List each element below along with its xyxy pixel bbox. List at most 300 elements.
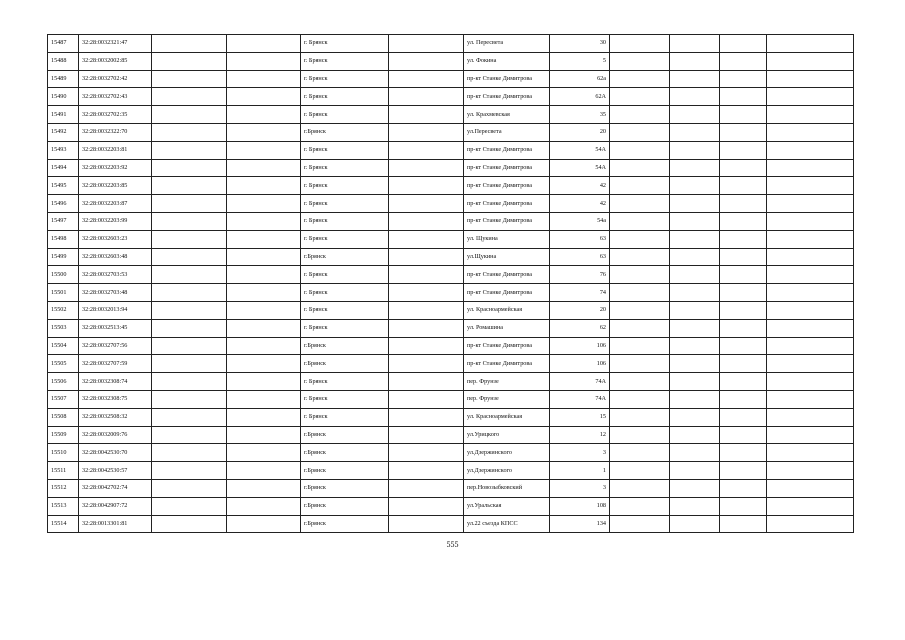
table-row xyxy=(48,301,854,319)
cell-empty xyxy=(720,106,767,124)
cell-street: пр-кт Станке Димитрова xyxy=(464,159,550,177)
page-number: 555 xyxy=(446,540,459,549)
cell-empty xyxy=(670,123,720,141)
cell-empty xyxy=(227,497,301,515)
cell-empty xyxy=(670,70,720,88)
cell-empty xyxy=(610,390,670,408)
table-row xyxy=(48,479,854,497)
cell-empty xyxy=(610,106,670,124)
cell-house: 62 xyxy=(550,319,610,337)
cell-empty xyxy=(610,230,670,248)
cell-empty xyxy=(670,515,720,533)
table-row xyxy=(48,159,854,177)
cell-city: г. Брянск xyxy=(301,88,389,106)
cell-street: ул. Фокина xyxy=(464,52,550,70)
cell-house: 106 xyxy=(550,355,610,373)
cell-empty xyxy=(610,70,670,88)
table-row xyxy=(48,177,854,195)
cell-empty xyxy=(610,141,670,159)
cell-num: 15508 xyxy=(48,408,79,426)
cell-empty xyxy=(767,444,854,462)
cell-num: 15505 xyxy=(48,355,79,373)
cell-empty xyxy=(767,52,854,70)
table-row xyxy=(48,230,854,248)
cell-house: 1 xyxy=(550,462,610,480)
table-row xyxy=(48,390,854,408)
cell-empty xyxy=(152,230,227,248)
cell-empty xyxy=(389,35,464,53)
cell-empty xyxy=(227,88,301,106)
cell-empty xyxy=(670,195,720,213)
cell-empty xyxy=(152,426,227,444)
cell-empty xyxy=(767,426,854,444)
cell-empty xyxy=(610,195,670,213)
cell-empty xyxy=(767,88,854,106)
cell-empty xyxy=(767,479,854,497)
cell-empty xyxy=(610,408,670,426)
cell-empty xyxy=(767,301,854,319)
cell-num: 15507 xyxy=(48,390,79,408)
cell-cadastral: 32:28:0032308:74 xyxy=(79,373,152,391)
cell-empty xyxy=(670,408,720,426)
cell-city: г. Брянск xyxy=(301,212,389,230)
cell-empty xyxy=(389,70,464,88)
cell-num: 15506 xyxy=(48,373,79,391)
cell-empty xyxy=(670,141,720,159)
cell-num: 15504 xyxy=(48,337,79,355)
cell-empty xyxy=(389,515,464,533)
cell-empty xyxy=(720,426,767,444)
cell-street: ул. Пересвета xyxy=(464,35,550,53)
cell-empty xyxy=(610,123,670,141)
cell-empty xyxy=(670,230,720,248)
cell-house: 54А xyxy=(550,141,610,159)
table-row xyxy=(48,337,854,355)
cell-num: 15500 xyxy=(48,266,79,284)
cell-street: ул.Уральская xyxy=(464,497,550,515)
cell-house: 20 xyxy=(550,123,610,141)
cell-empty xyxy=(720,301,767,319)
cell-empty xyxy=(767,141,854,159)
cell-empty xyxy=(152,373,227,391)
cell-empty xyxy=(610,479,670,497)
cell-empty xyxy=(610,159,670,177)
table-row xyxy=(48,70,854,88)
cell-street: пр-кт Станке Димитрова xyxy=(464,70,550,88)
cell-empty xyxy=(227,195,301,213)
cell-empty xyxy=(767,284,854,302)
cell-house: 3 xyxy=(550,444,610,462)
cell-num: 15510 xyxy=(48,444,79,462)
cell-empty xyxy=(227,444,301,462)
cell-cadastral: 32:28:0032203:87 xyxy=(79,195,152,213)
cell-empty xyxy=(227,230,301,248)
cell-empty xyxy=(610,284,670,302)
cell-empty xyxy=(670,390,720,408)
cell-city: г.Брянск xyxy=(301,123,389,141)
cell-cadastral: 32:28:0042530:57 xyxy=(79,462,152,480)
cell-city: г.Брянск xyxy=(301,444,389,462)
cell-house: 108 xyxy=(550,497,610,515)
cell-empty xyxy=(152,35,227,53)
cell-empty xyxy=(767,319,854,337)
cell-empty xyxy=(227,408,301,426)
cell-cadastral: 32:28:0032603:48 xyxy=(79,248,152,266)
cell-empty xyxy=(610,212,670,230)
cell-cadastral: 32:28:0032513:45 xyxy=(79,319,152,337)
cell-empty xyxy=(670,497,720,515)
cell-empty xyxy=(227,515,301,533)
cell-empty xyxy=(767,337,854,355)
cell-empty xyxy=(767,123,854,141)
cell-num: 15493 xyxy=(48,141,79,159)
table-row xyxy=(48,355,854,373)
cell-house: 62а xyxy=(550,70,610,88)
cell-city: г. Брянск xyxy=(301,159,389,177)
cell-city: г. Брянск xyxy=(301,195,389,213)
table-row xyxy=(48,88,854,106)
cell-empty xyxy=(389,301,464,319)
cell-empty xyxy=(767,515,854,533)
cell-empty xyxy=(720,177,767,195)
cell-empty xyxy=(152,390,227,408)
cell-house: 15 xyxy=(550,408,610,426)
cell-empty xyxy=(152,212,227,230)
cell-empty xyxy=(389,159,464,177)
cell-city: г. Брянск xyxy=(301,408,389,426)
cell-empty xyxy=(227,212,301,230)
cell-empty xyxy=(227,106,301,124)
cell-empty xyxy=(227,355,301,373)
cell-num: 15492 xyxy=(48,123,79,141)
cell-city: г.Брянск xyxy=(301,462,389,480)
cell-street: пр-кт Станке Димитрова xyxy=(464,88,550,106)
cell-num: 15498 xyxy=(48,230,79,248)
cell-num: 15511 xyxy=(48,462,79,480)
cell-empty xyxy=(670,88,720,106)
cell-house: 74А xyxy=(550,373,610,391)
cell-city: г.Брянск xyxy=(301,248,389,266)
table-row xyxy=(48,123,854,141)
cell-city: г.Брянск xyxy=(301,355,389,373)
cell-empty xyxy=(670,159,720,177)
cell-house: 63 xyxy=(550,230,610,248)
cell-city: г. Брянск xyxy=(301,266,389,284)
cell-city: г.Брянск xyxy=(301,337,389,355)
cell-num: 15494 xyxy=(48,159,79,177)
table-row xyxy=(48,497,854,515)
cell-empty xyxy=(670,35,720,53)
table-row xyxy=(48,373,854,391)
cell-city: г.Брянск xyxy=(301,479,389,497)
cell-empty xyxy=(389,212,464,230)
cell-empty xyxy=(670,319,720,337)
cell-cadastral: 32:28:0032203:99 xyxy=(79,212,152,230)
cell-empty xyxy=(670,426,720,444)
cell-cadastral: 32:28:0032603:23 xyxy=(79,230,152,248)
cell-empty xyxy=(389,426,464,444)
cell-house: 42 xyxy=(550,177,610,195)
cell-empty xyxy=(720,284,767,302)
table-row xyxy=(48,408,854,426)
cell-num: 15501 xyxy=(48,284,79,302)
cell-empty xyxy=(152,444,227,462)
cell-empty xyxy=(610,266,670,284)
cell-city: г. Брянск xyxy=(301,373,389,391)
cell-empty xyxy=(389,88,464,106)
cell-city: г. Брянск xyxy=(301,141,389,159)
cell-empty xyxy=(720,479,767,497)
cell-empty xyxy=(152,355,227,373)
cell-cadastral: 32:28:0032322:70 xyxy=(79,123,152,141)
cell-empty xyxy=(389,141,464,159)
cell-num: 15502 xyxy=(48,301,79,319)
cell-cadastral: 32:28:0042530:70 xyxy=(79,444,152,462)
cell-num: 15487 xyxy=(48,35,79,53)
table-row xyxy=(48,195,854,213)
cell-empty xyxy=(670,373,720,391)
cell-empty xyxy=(610,462,670,480)
cell-cadastral: 32:28:0032203:92 xyxy=(79,159,152,177)
cell-num: 15489 xyxy=(48,70,79,88)
cell-street: пр-кт Станке Димитрова xyxy=(464,284,550,302)
cell-house: 76 xyxy=(550,266,610,284)
cell-empty xyxy=(670,444,720,462)
cell-empty xyxy=(720,319,767,337)
cell-street: ул. Крахмевская xyxy=(464,106,550,124)
cell-empty xyxy=(610,337,670,355)
cell-empty xyxy=(720,390,767,408)
cell-cadastral: 32:28:0032702:42 xyxy=(79,70,152,88)
cell-empty xyxy=(720,88,767,106)
cell-street: ул. Красноармейская xyxy=(464,408,550,426)
cell-num: 15488 xyxy=(48,52,79,70)
cell-cadastral: 32:28:0032002:85 xyxy=(79,52,152,70)
cell-empty xyxy=(227,123,301,141)
cell-street: пер. Фрунзе xyxy=(464,373,550,391)
cell-empty xyxy=(720,52,767,70)
cell-empty xyxy=(610,35,670,53)
cell-empty xyxy=(720,159,767,177)
cell-empty xyxy=(767,390,854,408)
table-row xyxy=(48,212,854,230)
cell-empty xyxy=(152,479,227,497)
cell-empty xyxy=(670,248,720,266)
cell-empty xyxy=(389,195,464,213)
cell-city: г. Брянск xyxy=(301,319,389,337)
cell-cadastral: 32:28:0032508:32 xyxy=(79,408,152,426)
cell-empty xyxy=(227,284,301,302)
cell-empty xyxy=(152,195,227,213)
cell-cadastral: 32:28:0032203:81 xyxy=(79,141,152,159)
cell-empty xyxy=(227,337,301,355)
table-row xyxy=(48,266,854,284)
cell-cadastral: 32:28:0032702:35 xyxy=(79,106,152,124)
cell-house: 12 xyxy=(550,426,610,444)
cell-num: 15490 xyxy=(48,88,79,106)
cell-street: пр-кт Станке Димитрова xyxy=(464,177,550,195)
cell-empty xyxy=(152,284,227,302)
cell-empty xyxy=(152,408,227,426)
cell-empty xyxy=(720,337,767,355)
cell-street: пр-кт Станке Димитрова xyxy=(464,337,550,355)
table-row xyxy=(48,462,854,480)
cell-empty xyxy=(720,444,767,462)
cell-empty xyxy=(152,319,227,337)
cell-cadastral: 32:28:0032703:48 xyxy=(79,284,152,302)
cell-empty xyxy=(720,70,767,88)
cell-empty xyxy=(720,515,767,533)
cell-empty xyxy=(389,408,464,426)
cell-street: ул.Урицкого xyxy=(464,426,550,444)
cell-cadastral: 32:28:0032013:94 xyxy=(79,301,152,319)
cell-empty xyxy=(720,408,767,426)
cell-empty xyxy=(610,373,670,391)
cell-empty xyxy=(389,319,464,337)
cell-cadastral: 32:28:0032703:53 xyxy=(79,266,152,284)
cell-empty xyxy=(227,159,301,177)
cell-empty xyxy=(610,52,670,70)
cell-empty xyxy=(227,479,301,497)
cell-street: ул.22 съезда КПСС xyxy=(464,515,550,533)
cell-empty xyxy=(227,141,301,159)
cell-num: 15497 xyxy=(48,212,79,230)
table-row xyxy=(48,141,854,159)
cell-empty xyxy=(152,106,227,124)
cell-num: 15495 xyxy=(48,177,79,195)
cell-empty xyxy=(152,177,227,195)
cell-city: г. Брянск xyxy=(301,284,389,302)
cell-empty xyxy=(227,266,301,284)
cell-city: г. Брянск xyxy=(301,70,389,88)
cell-empty xyxy=(670,266,720,284)
cell-num: 15499 xyxy=(48,248,79,266)
cell-empty xyxy=(389,444,464,462)
cell-empty xyxy=(389,355,464,373)
cell-city: г. Брянск xyxy=(301,230,389,248)
cell-empty xyxy=(227,248,301,266)
cell-street: пр-кт Станке Димитрова xyxy=(464,141,550,159)
cell-empty xyxy=(152,70,227,88)
cell-empty xyxy=(670,212,720,230)
cell-empty xyxy=(720,35,767,53)
cell-empty xyxy=(152,123,227,141)
cell-empty xyxy=(720,141,767,159)
cell-street: пр-кт Станке Димитрова xyxy=(464,355,550,373)
cell-empty xyxy=(227,301,301,319)
cell-empty xyxy=(152,141,227,159)
property-registry-table xyxy=(47,34,854,533)
cell-empty xyxy=(720,212,767,230)
cell-street: пер. Фрунзе xyxy=(464,390,550,408)
cell-street: ул. Щукина xyxy=(464,230,550,248)
cell-empty xyxy=(670,284,720,302)
cell-empty xyxy=(670,52,720,70)
table-row xyxy=(48,35,854,53)
table-row xyxy=(48,319,854,337)
cell-num: 15509 xyxy=(48,426,79,444)
table-row xyxy=(48,444,854,462)
cell-empty xyxy=(767,266,854,284)
cell-empty xyxy=(389,248,464,266)
cell-empty xyxy=(152,337,227,355)
cell-street: пр-кт Станке Димитрова xyxy=(464,195,550,213)
cell-num: 15496 xyxy=(48,195,79,213)
cell-empty xyxy=(389,337,464,355)
cell-cadastral: 32:28:0032321:47 xyxy=(79,35,152,53)
cell-street: ул.Щукина xyxy=(464,248,550,266)
cell-empty xyxy=(152,515,227,533)
cell-empty xyxy=(670,462,720,480)
cell-empty xyxy=(227,35,301,53)
cell-cadastral: 32:28:0032308:75 xyxy=(79,390,152,408)
cell-empty xyxy=(389,462,464,480)
cell-city: г. Брянск xyxy=(301,390,389,408)
cell-city: г.Брянск xyxy=(301,515,389,533)
cell-cadastral: 32:28:0032707:56 xyxy=(79,337,152,355)
cell-empty xyxy=(720,230,767,248)
cell-street: ул. Красноармейская xyxy=(464,301,550,319)
cell-cadastral: 32:28:0032707:59 xyxy=(79,355,152,373)
cell-empty xyxy=(389,177,464,195)
table-row xyxy=(48,284,854,302)
cell-house: 63 xyxy=(550,248,610,266)
table-row xyxy=(48,248,854,266)
cell-empty xyxy=(152,497,227,515)
cell-street: ул. Ромашина xyxy=(464,319,550,337)
cell-empty xyxy=(152,52,227,70)
cell-empty xyxy=(670,106,720,124)
cell-empty xyxy=(152,159,227,177)
cell-empty xyxy=(610,355,670,373)
cell-house: 54А xyxy=(550,159,610,177)
cell-empty xyxy=(152,88,227,106)
cell-street: ул.Дзержинского xyxy=(464,444,550,462)
cell-house: 30 xyxy=(550,35,610,53)
cell-empty xyxy=(610,426,670,444)
cell-empty xyxy=(152,248,227,266)
cell-empty xyxy=(389,479,464,497)
cell-empty xyxy=(720,497,767,515)
cell-empty xyxy=(610,515,670,533)
cell-num: 15491 xyxy=(48,106,79,124)
cell-empty xyxy=(767,408,854,426)
cell-empty xyxy=(227,70,301,88)
cell-empty xyxy=(610,444,670,462)
cell-city: г. Брянск xyxy=(301,106,389,124)
cell-empty xyxy=(227,319,301,337)
cell-empty xyxy=(670,355,720,373)
cell-house: 35 xyxy=(550,106,610,124)
cell-empty xyxy=(720,266,767,284)
cell-city: г.Брянск xyxy=(301,497,389,515)
cell-street: ул.Дзержинского xyxy=(464,462,550,480)
cell-house: 74А xyxy=(550,390,610,408)
table-body xyxy=(48,35,854,533)
cell-street: пр-кт Станке Димитрова xyxy=(464,266,550,284)
cell-cadastral: 32:28:0013301:81 xyxy=(79,515,152,533)
cell-empty xyxy=(767,195,854,213)
cell-empty xyxy=(152,266,227,284)
cell-empty xyxy=(670,337,720,355)
cell-city: г.Брянск xyxy=(301,426,389,444)
cell-empty xyxy=(720,355,767,373)
cell-empty xyxy=(610,248,670,266)
cell-empty xyxy=(389,373,464,391)
cell-empty xyxy=(227,52,301,70)
cell-house: 3 xyxy=(550,479,610,497)
cell-num: 15503 xyxy=(48,319,79,337)
